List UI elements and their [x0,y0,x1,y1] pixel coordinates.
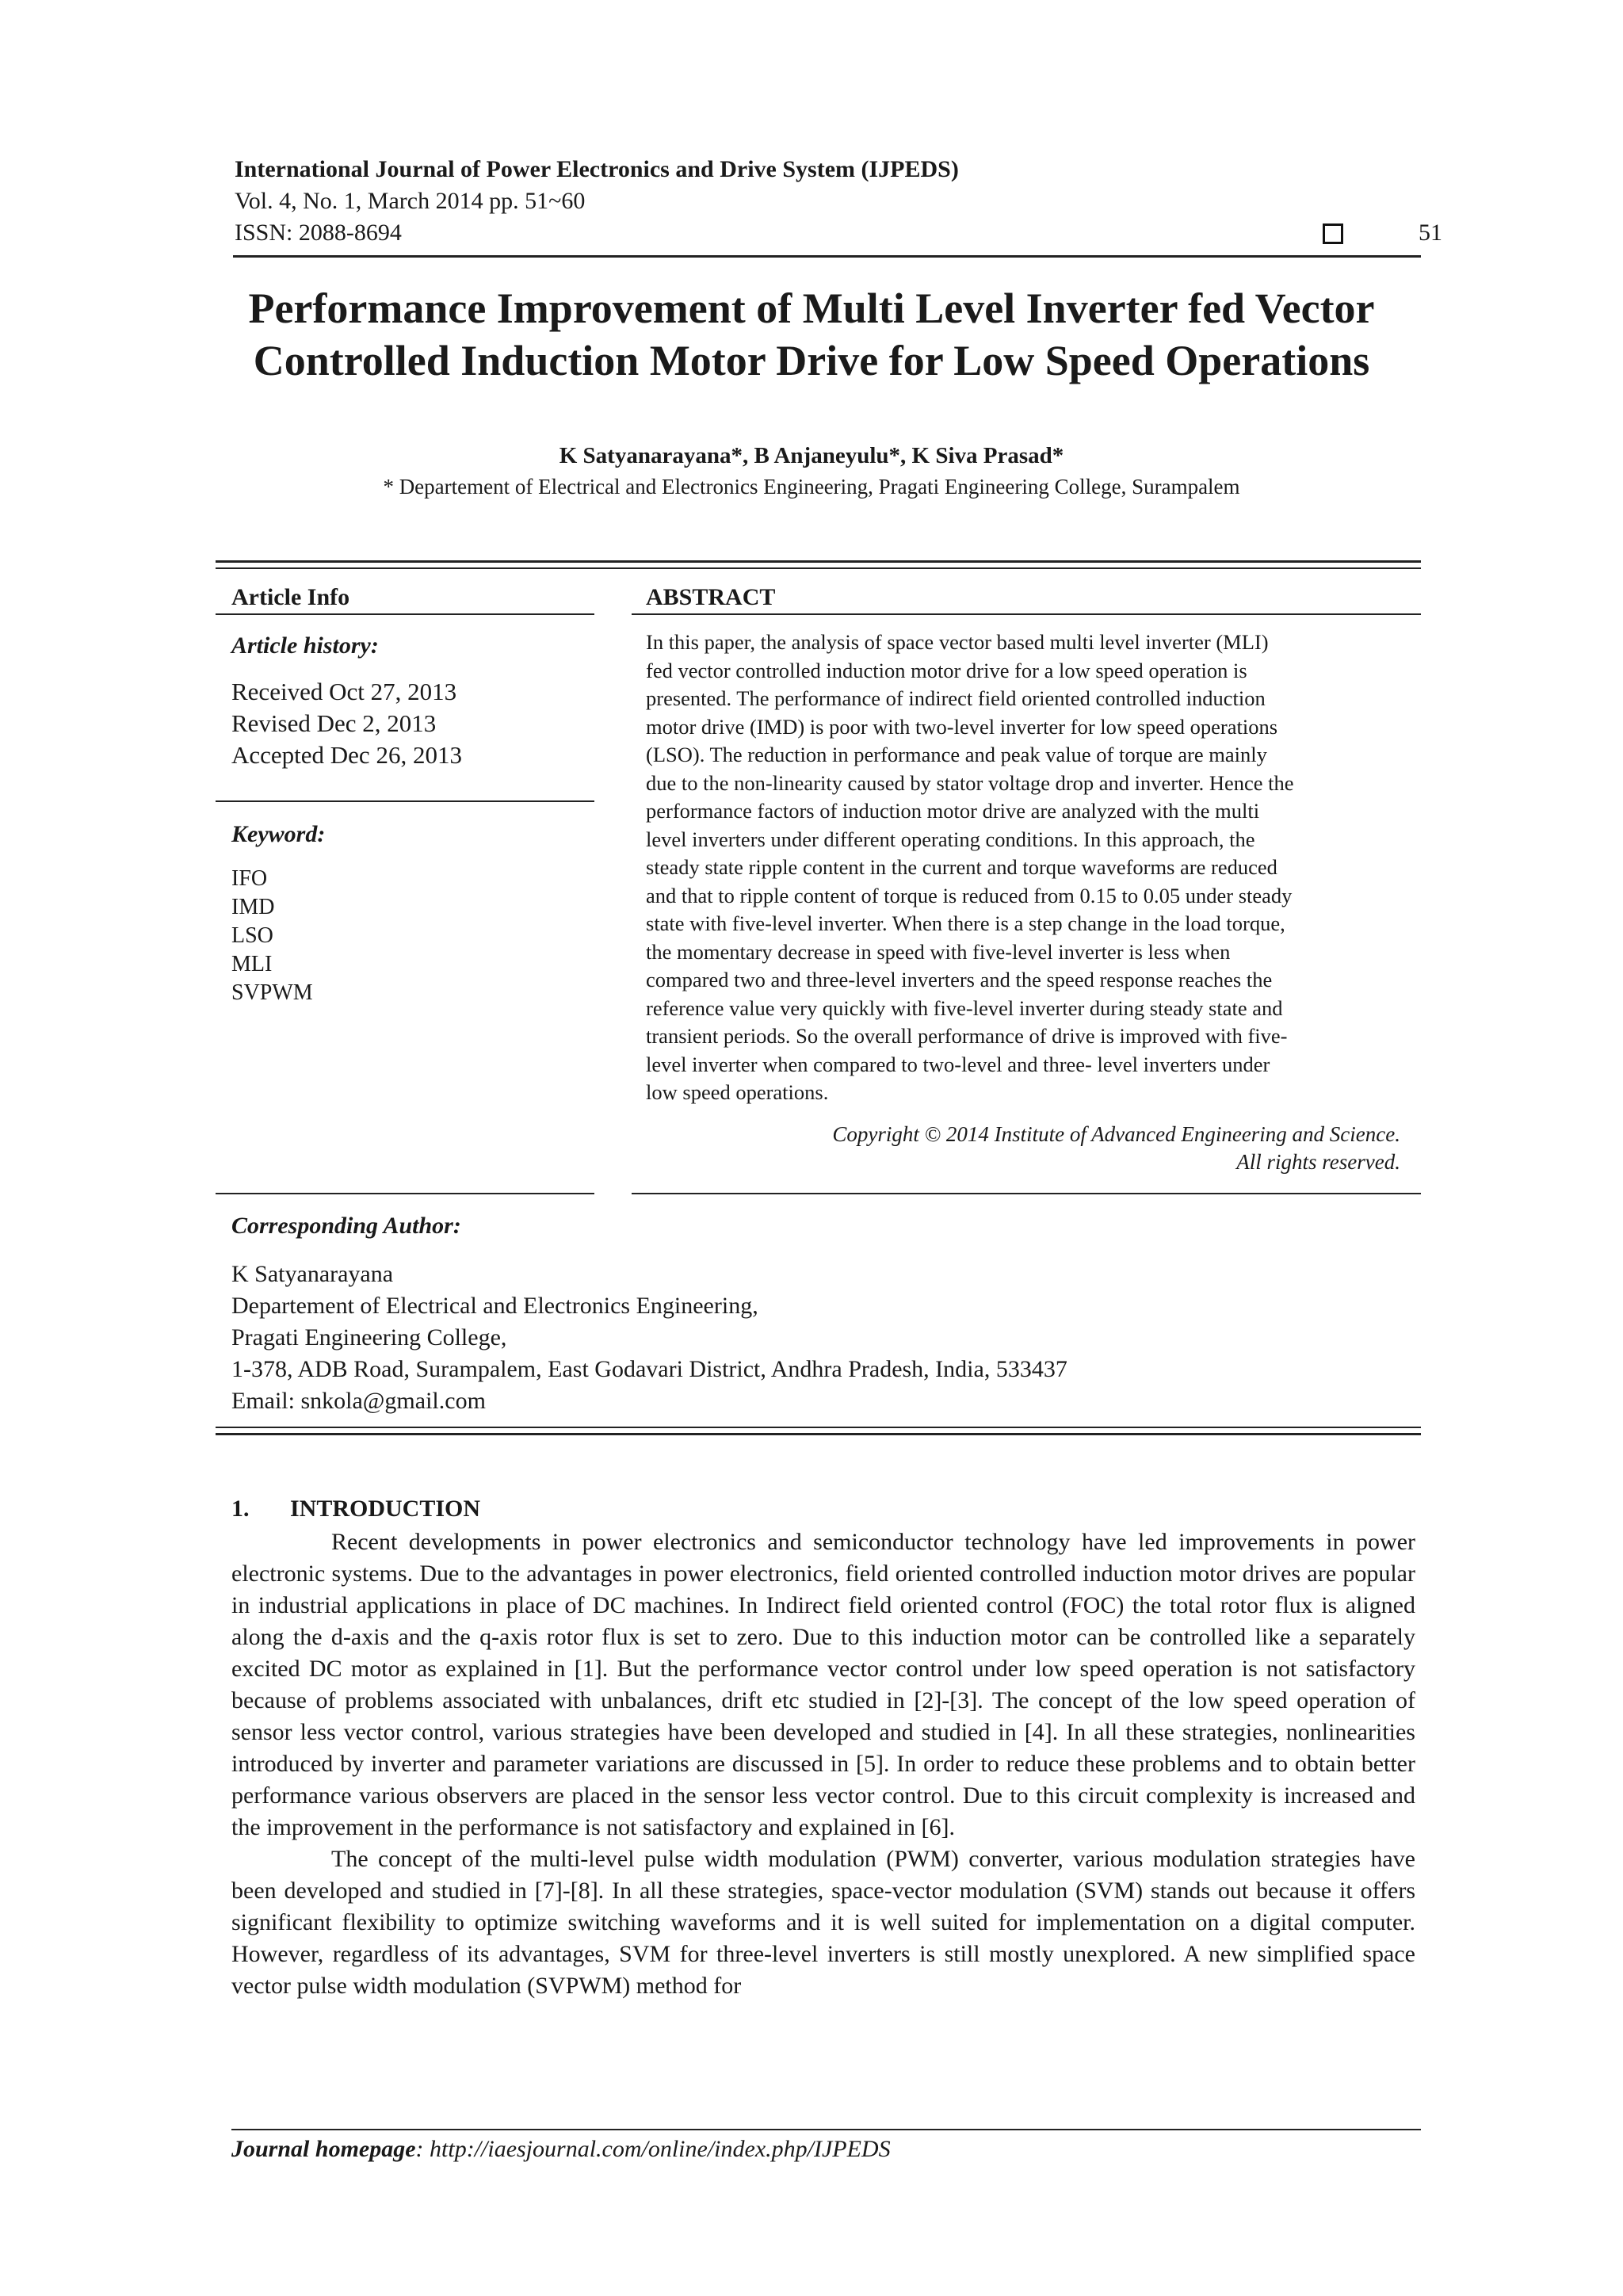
corresponding-author-details [231,1259,1067,1417]
article-history [231,676,462,771]
corresponding-name: K Satyanarayana [231,1261,394,1287]
abstract-line: low speed operations. [646,1080,829,1104]
keyword-heading: Keyword: [231,821,326,847]
info-top-rule-2 [216,567,1421,569]
homepage-separator: : [415,2136,424,2162]
introduction-paragraph: The concept of the multi-level pulse width modulation (PWM) converter, various modulation strategies have been developed and studied in [7]-[8]. In all these strategies, space-vector modulation (SVM) stands out because it offers significant flexibility to optimize switching waveforms and it is well suited for implementation on a digital computer. However, regardless of its advantages, SVM for three-level inverters is still mostly unexplored. A new simplified space vector pulse width modulation (SVPWM) method for [231,1846,1415,1999]
article-history-heading: Article history: [231,632,379,659]
info-bottom-rule [216,1193,594,1194]
abstract-line: transient periods. So the overall performance of drive is improved with five- [646,1024,1288,1048]
history-rule [216,800,594,802]
journal-name: International Journal of Power Electronics and Drive System (IJPEDS) [235,156,959,182]
checkbox-icon [1323,223,1343,244]
journal-issn: ISSN: 2088-8694 [235,220,402,246]
corresponding-bottom-rule-2 [216,1433,1421,1435]
abstract-text [646,628,1400,1107]
abstract-line: and that to ripple content of torque is reduced from 0.15 to 0.05 under steady [646,883,1293,907]
footer-rule [231,2129,1421,2130]
abstract-line: steady state ripple content in the current and torque waveforms are reduced [646,855,1277,879]
abstract-line: state with five-level inverter. When there is a step change in the load torque, [646,911,1285,935]
abstract-line: level inverter when compared to two-level and three- level inverters under [646,1052,1270,1076]
keyword-item: IMD [231,895,275,919]
corresponding-email: Email: snkola@gmail.com [231,1388,486,1414]
abstract-line: motor drive (IMD) is poor with two-level inverter for low speed operations [646,714,1278,739]
section-heading-introduction [231,1496,480,1522]
abstract-rule [632,613,1421,615]
article-info-heading: Article Info [231,584,350,610]
history-accepted: Accepted Dec 26, 2013 [231,741,462,769]
header-rule [233,255,1421,258]
info-top-rule [216,560,1421,563]
abstract-bottom-rule [632,1193,1421,1194]
introduction-body [231,1526,1415,2002]
page-number: 51 [1419,220,1442,246]
paper-title-line2: Controlled Induction Motor Drive for Low Speed Operations [253,337,1370,384]
section-title: INTRODUCTION [290,1496,481,1522]
abstract-line: compared two and three-level inverters and the speed response reaches the [646,968,1273,991]
copyright-notice [646,1121,1400,1176]
author-list: K Satyanarayana*, B Anjaneyulu*, K Siva Prasad* [559,443,1064,468]
corresponding-college: Pragati Engineering College, [231,1324,507,1350]
keyword-item: MLI [231,952,273,976]
abstract-heading: ABSTRACT [646,584,776,610]
history-received: Received Oct 27, 2013 [231,678,457,705]
abstract-line: the momentary decrease in speed with five-level inverter is less when [646,939,1231,964]
abstract-line: In this paper, the analysis of space vector based multi level inverter (MLI) [646,630,1269,654]
corresponding-address: 1-378, ADB Road, Surampalem, East Godavari District, Andhra Pradesh, India, 533437 [231,1356,1067,1382]
abstract-line: level inverters under different operating conditions. In this approach, the [646,827,1255,851]
keyword-item: IFO [231,866,268,891]
history-revised: Revised Dec 2, 2013 [231,709,437,737]
journal-homepage [231,2136,891,2163]
corresponding-bottom-rule [216,1427,1421,1428]
abstract-line: due to the non-linearity caused by stator voltage drop and inverter. Hence the [646,770,1294,795]
keyword-item: LSO [231,923,273,948]
corresponding-department: Departement of Electrical and Electronics Engineering, [231,1293,758,1319]
copyright-line2: All rights reserved. [1236,1150,1400,1174]
abstract-line: presented. The performance of indirect field oriented controlled induction [646,686,1266,710]
keyword-item: SVPWM [231,980,313,1005]
introduction-paragraph: Recent developments in power electronics and semiconductor technology have led improvements in power electronic systems. Due to the advantages in power electronics, field oriented controlled induction motor drives are popular in industrial applications in place of DC machines. In Indirect field oriented control (FOC) the total rotor flux is aligned along the d-axis and the q-axis rotor flux is set to zero. Due to this induction motor can be controlled like a separately excited DC motor as explained in [1]. But the performance vector control under low speed operation is not satisfactory because of problems associated with unbalances, drift etc studied in [2]-[3]. The concept of the low speed operation of sensor less vector control, various strategies have been developed and studied in [4]. In all these strategies, nonlinearities introduced by inverter and parameter variations are discussed in [5]. In order to reduce these problems and to obtain better performance various observers are placed in the sensor less vector control. Due to this circuit complexity is increased and the improvement in the performance is not satisfactory and explained in [6]. [231,1529,1415,1840]
homepage-label: Journal homepage [231,2136,416,2162]
homepage-url[interactable]: http://iaesjournal.com/online/index.php/IJPEDS [423,2136,891,2162]
author-affiliation: * Departement of Electrical and Electronics Engineering, Pragati Engineering College, Surampalem [383,475,1240,499]
abstract-line: fed vector controlled induction motor drive for a low speed operation is [646,658,1247,682]
journal-volume: Vol. 4, No. 1, March 2014 pp. 51~60 [235,188,586,214]
keyword-list [231,865,313,1007]
corresponding-author-heading: Corresponding Author: [231,1213,461,1239]
paper-title [158,282,1465,387]
abstract-line: reference value very quickly with five-level inverter during steady state and [646,995,1283,1020]
abstract-line: (LSO). The reduction in performance and peak value of torque are mainly [646,743,1267,766]
section-number: 1. [231,1496,250,1522]
abstract-line: performance factors of induction motor drive are analyzed with the multi [646,799,1260,823]
article-info-rule [216,613,594,615]
paper-title-line1: Performance Improvement of Multi Level Inverter fed Vector [248,285,1375,332]
copyright-line1: Copyright © 2014 Institute of Advanced Engineering and Science. [832,1122,1400,1146]
